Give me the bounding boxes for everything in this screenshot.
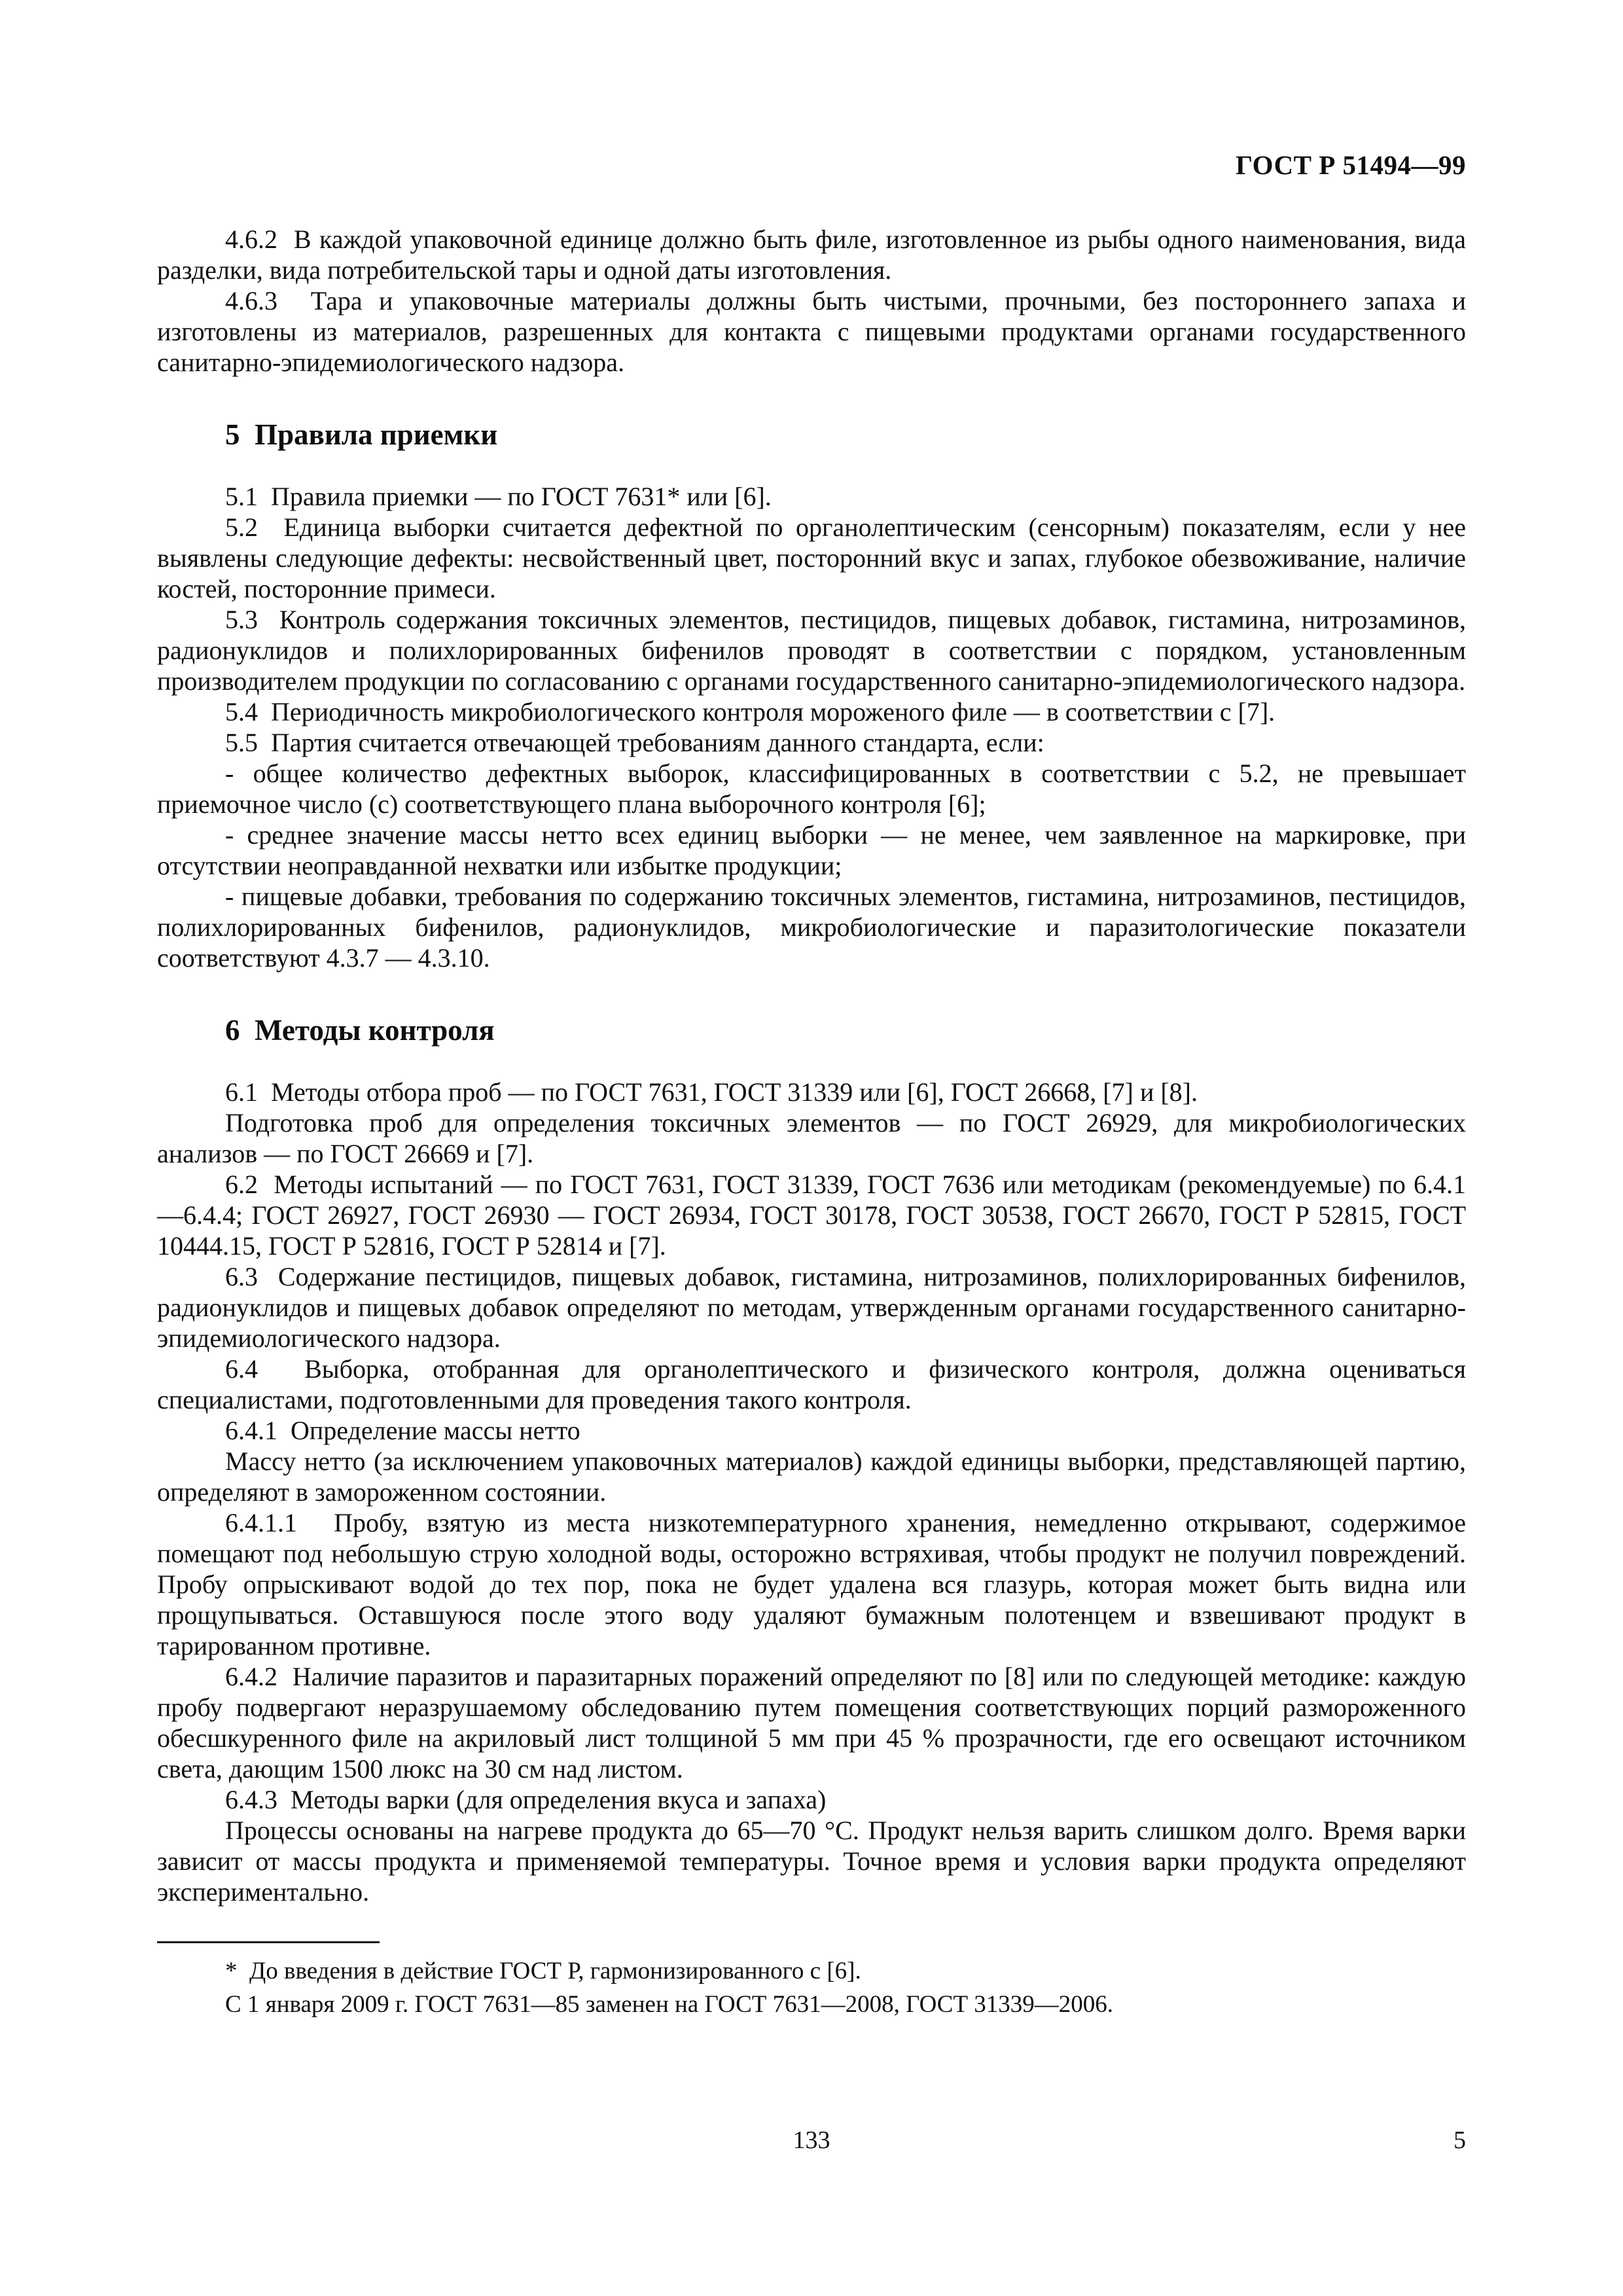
section-heading-5: 5 Правила приемки bbox=[225, 418, 498, 451]
paragraph-6-4-3: 6.4.3 Методы варки (для определения вкуса и запаха) bbox=[225, 1785, 827, 1814]
paragraph-6-4-3-cont: Процессы основаны на нагреве продукта до 65—70 °С. Продукт нельзя варить слишком долго. Время варки зависит от массы продукта и применяемой температуры. Точное время и условия варки продукта определяют экспериментально. bbox=[157, 1816, 1466, 1907]
footnote-line-1: * До введения в действие ГОСТ Р, гармонизированного с [6]. bbox=[225, 1958, 861, 1984]
footnote-line-2: С 1 января 2009 г. ГОСТ 7631—85 заменен на ГОСТ 7631—2008, ГОСТ 31339—2006. bbox=[225, 1991, 1114, 2018]
paragraph-6-4: 6.4 Выборка, отобранная для органолептического и физического контроля, должна оцениваться специалистами, подготовленными для проведения такого контроля. bbox=[157, 1354, 1466, 1414]
paragraph-6-4-1-cont: Массу нетто (за исключением упаковочных материалов) каждой единицы выборки, представляющей партию, определяют в замороженном состоянии. bbox=[157, 1446, 1466, 1507]
paragraph-5-1: 5.1 Правила приемки — по ГОСТ 7631* или [6]. bbox=[225, 482, 772, 511]
footer-page-ref: 133 bbox=[793, 2126, 830, 2154]
paragraph-6-2: 6.2 Методы испытаний — по ГОСТ 7631, ГОСТ 31339, ГОСТ 7636 или методикам (рекомендуемые) по 6.4.1—6.4.4; ГОСТ 26927, ГОСТ 26930 — ГОСТ 26934, ГОСТ 30178, ГОСТ 30538, ГОСТ 26670, ГОСТ Р 52815, ГОСТ 10444.15, ГОСТ Р 52816, ГОСТ Р 52814 и [7]. bbox=[157, 1170, 1466, 1261]
footer-page-number: 5 bbox=[1454, 2126, 1466, 2154]
paragraph-6-4-1: 6.4.1 Определение массы нетто bbox=[225, 1416, 580, 1445]
footnote-divider bbox=[157, 1941, 380, 1943]
paragraph-4-6-3: 4.6.3 Тара и упаковочные материалы должны быть чистыми, прочными, без постороннего запаха и изготовлены из материалов, разрешенных для контакта с пищевыми продуктами органами государственного санитарно-эпидемиологического надзора. bbox=[157, 286, 1466, 377]
list-item-dash: - среднее значение массы нетто всех единиц выборки — не менее, чем заявленное на маркировке, при отсутствии неоправданной нехватки или избытке продукции; bbox=[157, 820, 1466, 880]
paragraph-4-6-2: 4.6.2 В каждой упаковочной единице должно быть филе, изготовленное из рыбы одного наименования, вида разделки, вида потребительской тары и одной даты изготовления. bbox=[157, 224, 1466, 285]
paragraph-6-1: 6.1 Методы отбора проб — по ГОСТ 7631, ГОСТ 31339 или [6], ГОСТ 26668, [7] и [8]. bbox=[225, 1077, 1198, 1107]
page-footer bbox=[157, 2126, 1466, 2159]
paragraph-6-3: 6.3 Содержание пестицидов, пищевых добавок, гистамина, нитрозаминов, полихлорированных бифенилов, радионуклидов и пищевых добавок определяют по методам, утвержденным органами государственного санитарно-эпидемиологического надзора. bbox=[157, 1262, 1466, 1353]
paragraph-5-2: 5.2 Единица выборки считается дефектной по органолептическим (сенсорным) показателям, если у нее выявлены следующие дефекты: несвойственный цвет, посторонний вкус и запах, глубокое обезвоживание, наличие костей, посторонние примеси. bbox=[157, 512, 1466, 603]
paragraph-5-5: 5.5 Партия считается отвечающей требованиям данного стандарта, если: bbox=[225, 728, 1044, 757]
paragraph-5-3: 5.3 Контроль содержания токсичных элементов, пестицидов, пищевых добавок, гистамина, нитрозаминов, радионуклидов и полихлорированных бифенилов проводят в соответствии с порядком, установленным производителем продукции по согласованию с органами государственного санитарно-эпидемиологического надзора. bbox=[157, 605, 1466, 696]
list-item-dash: - пищевые добавки, требования по содержанию токсичных элементов, гистамина, нитрозаминов, пестицидов, полихлорированных бифенилов, радионуклидов, микробиологические и паразитологические показатели соответствуют 4.3.7 — 4.3.10. bbox=[157, 882, 1466, 973]
paragraph-5-4: 5.4 Периодичность микробиологического контроля мороженого филе — в соответствии с [7]. bbox=[225, 697, 1275, 726]
document-body bbox=[157, 224, 1466, 1907]
paragraph-6-4-2: 6.4.2 Наличие паразитов и паразитарных поражений определяют по [8] или по следующей методике: каждую пробу подвергают неразрушаемому обследованию путем помещения соответствующих порций размороженного обесшкуренного филе на акриловый лист толщиной 5 мм при 45 % прозрачности, где его освещают источником света, дающим 1500 люкс на 30 см над листом. bbox=[157, 1662, 1466, 1784]
paragraph-6-1-cont: Подготовка проб для определения токсичных элементов — по ГОСТ 26929, для микробиологических анализов — по ГОСТ 26669 и [7]. bbox=[157, 1108, 1466, 1168]
footnote-block bbox=[157, 1941, 1466, 2019]
section-heading-6: 6 Методы контроля bbox=[225, 1014, 495, 1047]
paragraph-6-4-1-1: 6.4.1.1 Пробу, взятую из места низкотемпературного хранения, немедленно открывают, содержимое помещают под небольшую струю холодной воды, осторожно встряхивая, чтобы продукт не получил повреждений. Пробу опрыскивают водой до тех пор, пока не будет удалена вся глазурь, которая может быть видна или прощупываться. Оставшуюся после этого воду удаляют бумажным полотенцем и взвешивают продукт в тарированном противне. bbox=[157, 1508, 1466, 1660]
list-item-dash: - общее количество дефектных выборок, классифицированных в соответствии с 5.2, не превышает приемочное число (с) соответствующего плана выборочного контроля [6]; bbox=[157, 759, 1466, 819]
document-number: ГОСТ Р 51494—99 bbox=[1236, 150, 1466, 180]
